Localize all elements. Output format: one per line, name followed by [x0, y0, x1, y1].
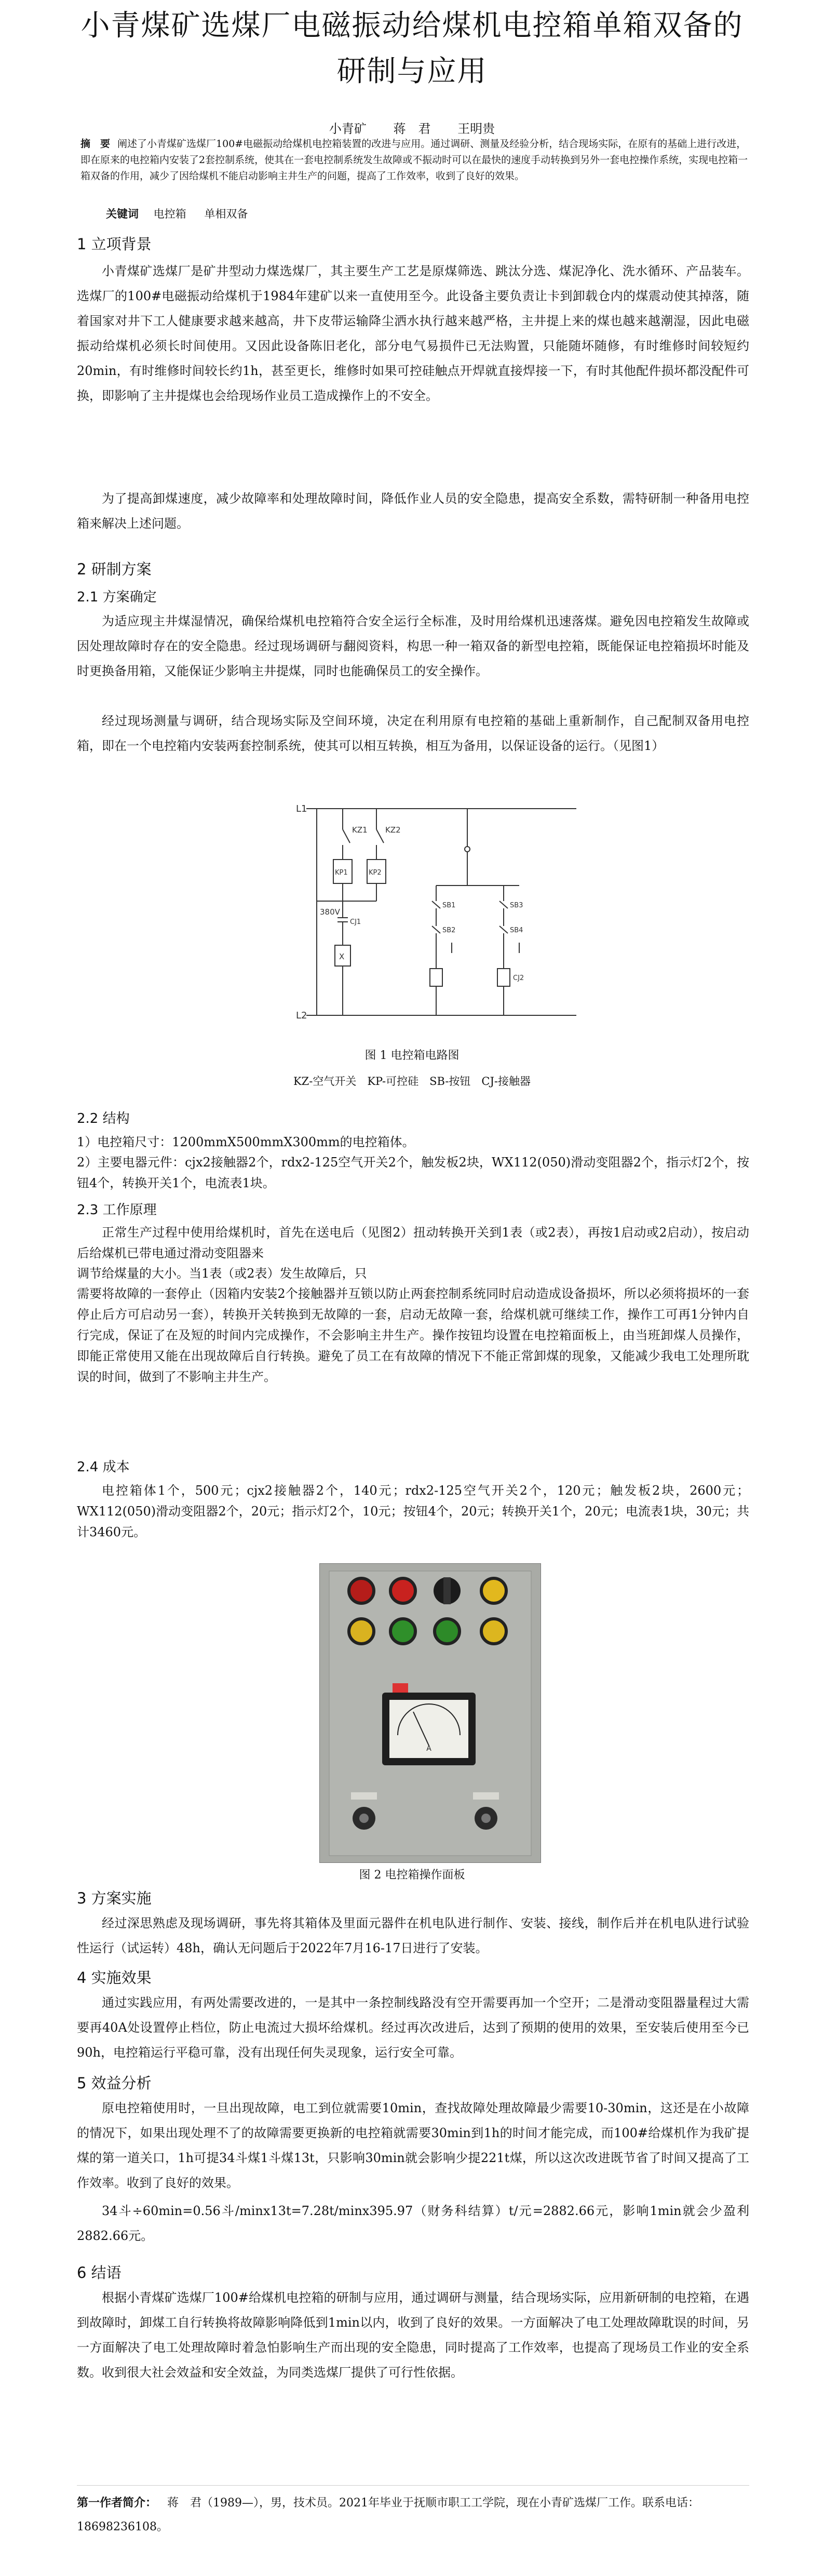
label-cj2: CJ2 — [513, 974, 524, 982]
paragraph: 经过深思熟虑及现场调研，事先将其箱体及里面元器件在机电队进行制作、安装、接线，制作后并在机电队进行试验性运行（试运转）48h，确认无问题后于2022年7月16-17日进行了安装。 — [77, 1916, 749, 1955]
paragraph: 电控箱体1个，500元；cjx2接触器2个，140元；rdx2-125空气开关2个，120元；触发板2块，2600元；WX112(050)滑动变阻器2个，20元；指示灯2个，10元；按钮4个，20元；转换开关1个，20元；电流表1块，30元；共计3460元。 — [77, 1483, 749, 1539]
subsection-heading: 2.4 成本 — [77, 1459, 130, 1475]
knob-cap — [359, 1814, 369, 1823]
knob-cap — [481, 1814, 491, 1823]
label-sb2: SB2 — [442, 927, 456, 934]
yellow-lamp — [349, 1619, 374, 1644]
ammeter-unit: A — [426, 1745, 431, 1753]
label-kz1: KZ1 — [352, 825, 368, 835]
author-bio-label: 第一作者简介： — [77, 2497, 157, 2510]
subsection-heading: 2.2 结构 — [77, 1111, 130, 1126]
paragraph: 原电控箱使用时，一旦出现故障，电工到位就需要10min，查找故障处理故障最少需要10-30min，这还是在小故障的情况下，如果出现处理不了的故障需要更换新的电控箱就需要30min到1h的时间才能完成，而100#给煤机作为我矿提煤的第一道关口，1h可提34斗煤1斗煤13t，只影响30min就会影响少提221t煤，所以这次改进既节省了时间又提高了工作效率。收到了良好的效果。 — [77, 2101, 749, 2190]
ammeter-tag — [393, 1683, 408, 1693]
knob-label — [473, 1792, 499, 1800]
knob-label — [351, 1792, 377, 1800]
label-kp2: KP2 — [369, 869, 382, 877]
label-kz2: KZ2 — [385, 825, 401, 835]
section-heading: 4 实施效果 — [77, 1969, 152, 1987]
abstract-label: 摘 要 — [80, 138, 111, 150]
label-sb3: SB3 — [510, 902, 523, 909]
list-item: 2）主要电器元件：cjx2接触器2个，rdx2-125空气开关2个，触发板2块，WX112(050)滑动变阻器2个，指示灯2个，按钮4个，转换开关1个，电流表1块。 — [77, 1155, 749, 1190]
green-button — [435, 1619, 460, 1644]
label-kp1: KP1 — [335, 869, 348, 877]
section-heading: 6 结语 — [77, 2264, 121, 2282]
paragraph: 正常生产过程中使用给煤机时，首先在送电后（见图2）扭动转换开关到1表（或2表），再按1启动或2启动），按启动后给煤机已带电通过滑动变阻器来 — [77, 1225, 749, 1260]
figure-2-caption: 图 2 电控箱操作面板 — [359, 1869, 465, 1882]
abstract — [80, 136, 750, 184]
author-name: 王明贵 — [457, 122, 495, 136]
label-sb4: SB4 — [510, 927, 523, 934]
label-l1: L1 — [296, 803, 307, 814]
keyword: 电控箱 — [153, 208, 186, 220]
footnote-divider — [77, 2485, 749, 2486]
control-panel-photo — [319, 1563, 541, 1863]
author-bio — [77, 2491, 749, 2539]
label-voltage: 380V — [320, 907, 340, 917]
switch-kz2 — [376, 829, 384, 843]
switch-kz1 — [343, 829, 350, 843]
author-affiliation: 小青矿 — [329, 122, 367, 136]
paper-title-line2: 研制与应用 — [336, 55, 488, 88]
button-sb4 — [499, 926, 508, 933]
label-load: X — [339, 952, 345, 961]
paragraph: 需要将故障的一套停止（因箱内安装2个接触器并互锁以防止两套控制系统同时启动造成设备损坏，所以必须将损坏的一套停止后方可启动另一套），转换开关转换到无故障的一套，启动无故障一套，给煤机就可继续工作，操作工可再1分钟内自行完成，保证了在及短的时间内完成操作，不会影响主井生产。操作按钮均设置在电控箱面板上，由当班卸煤人员操作，即能正常使用又能在出现故障后自行转换。避免了员工在有故障的情况下不能正常卸煤的现象，又能减少我电工处理所耽误的时间，做到了不影响主井生产。 — [77, 1286, 749, 1384]
author-name: 蒋 君 — [393, 122, 431, 136]
list-item: 1）电控箱尺寸：1200mmX500mmX300mm的电控箱体。 — [77, 1135, 415, 1149]
formula-paragraph: 34斗÷60min=0.56斗/minx13t=7.28t/minx395.97（财务科结算）t/元=2882.66元，影响1min就会少盈利2882.66元。 — [77, 2204, 749, 2243]
button-sb1 — [432, 901, 440, 908]
paragraph: 经过现场测量与调研，结合现场实际及空间环境，决定在利用原有电控箱的基础上重新制作，自己配制双备用电控箱，即在一个电控箱内安装两套控制系统，使其可以相互转换，相互为备用，以保证设备的运行。（见图1） — [77, 714, 749, 753]
label-sb1: SB1 — [442, 902, 456, 909]
button-sb3 — [499, 901, 508, 908]
figure-1-caption: 图 1 电控箱电路图 — [364, 1049, 460, 1062]
subsection-heading: 2.1 方案确定 — [77, 589, 157, 605]
coil-cj2 — [497, 969, 510, 986]
yellow-lamp — [481, 1578, 506, 1603]
paragraph: 为适应现主井煤湿情况，确保给煤机电控箱符合安全运行全标准，及时用给煤机迅速落煤。避免因电控箱发生故障或因处理故障时存在的安全隐患。经过现场调研与翻阅资料，构思一种一箱双备的新型电控箱，既能保证电控箱损坏时能及时更换备用箱，又能保证少影响主井提煤，同时也能确保员工的安全操作。 — [77, 614, 749, 678]
author-bio-text: 蒋 君（1989—），男，技术员。2021年毕业于抚顺市职工工学院，现在小青矿选煤厂工作。联系电话：18698236108。 — [77, 2497, 699, 2533]
subsection-heading: 2.3 工作原理 — [77, 1202, 157, 1218]
keywords — [106, 206, 262, 221]
paragraph: 小青煤矿选煤厂是矿井型动力煤选煤厂，其主要生产工艺是原煤筛选、跳汰分选、煤泥净化、洗水循环、产品装车。选煤厂的100#电磁振动给煤机于1984年建矿以来一直使用至今。此设备主要负责让卡到卸载仓内的煤震动使其掉落，随着国家对井下工人健康要求越来越高，井下皮带运输降尘洒水执行越来越严格，主井提上来的煤也越来越潮湿，因此电磁振动给煤机必须长时间使用。又因此设备陈旧老化，部分电气易损件已无法购置，只能随坏随修，有时维修时间较短约20min，有时维修时间较长约1h，甚至更长，维修时如果可控硅触点开焊就直接焊接一下，有时其他配件损坏都没配件可换，即影响了主井提煤也会给现场作业员工造成操作上的不安全。 — [77, 264, 749, 403]
figure-1-legend: KZ-空气开关 KP-可控硅 SB-按钮 CJ-接触器 — [293, 1075, 531, 1088]
button-sb2 — [432, 926, 440, 933]
author-list — [0, 118, 824, 137]
section-heading: 3 方案实施 — [77, 1889, 152, 1907]
node — [465, 847, 470, 852]
label-cj1: CJ1 — [350, 918, 361, 926]
green-button — [390, 1619, 415, 1644]
section-heading: 2 研制方案 — [77, 560, 152, 578]
abstract-text: 阐述了小青煤矿选煤厂100#电磁振动给煤机电控箱装置的改进与应用。通过调研、测量及经验分析，结合现场实际，在原有的基础上进行改进，即在原来的电控箱内安装了2套控制系统，使其在一套电控制系统发生故障或不振动时可以在最快的速度手动转换到另外一套电控操作系统，实现电控箱一箱双备的作用，减少了因给煤机不能启动影响主井生产的问题，提高了工作效率，收到了良好的效果。 — [80, 138, 748, 182]
paragraph-line: 调节给煤量的大小。当1表（或2表）发生故障后，只 — [77, 1266, 367, 1281]
keyword: 单相双备 — [204, 208, 248, 220]
label-l2: L2 — [296, 1010, 307, 1021]
red-button — [390, 1578, 415, 1603]
paragraph: 根据小青煤矿选煤厂100#给煤机电控箱的研制与应用，通过调研与测量，结合现场实际，应用新研制的电控箱，在遇到故障时，卸煤工自行转换将故障影响降低到1min以内，收到了良好的效果。一方面解决了电工处理故障耽误的时间，另一方面解决了电工处理故障时着急怕影响生产而出现的安全隐患，同时提高了工作效率，也提高了现场员工作业的安全系数。收到很大社会效益和安全效益，为同类选煤厂提供了可行性依据。 — [77, 2290, 749, 2380]
selector-switch-handle — [443, 1577, 451, 1604]
yellow-lamp — [481, 1619, 506, 1644]
section-heading: 1 立项背景 — [77, 235, 152, 253]
red-button — [349, 1578, 374, 1603]
circuit-diagram — [296, 797, 582, 1036]
section-heading: 5 效益分析 — [77, 2074, 152, 2092]
keywords-label: 关键词 — [106, 207, 139, 220]
panel-drawing — [320, 1564, 541, 1862]
paragraph: 通过实践应用，有两处需要改进的，一是其中一条控制线路没有空开需要再加一个空开；二是滑动变阻器量程过大需要再40A处设置停止档位，防止电流过大损坏给煤机。经过再次改进后，达到了预期的使用的效果，至安装后使用至今已90h，电控箱运行平稳可靠，没有出现任何失灵现象，运行安全可靠。 — [77, 1995, 749, 2060]
paragraph: 为了提高卸煤速度，减少故障率和处理故障时间，降低作业人员的安全隐患，提高安全系数，需特研制一种备用电控箱来解决上述问题。 — [77, 491, 749, 531]
coil-cj1 — [430, 969, 442, 986]
paper-title-line1: 小青煤矿选煤厂电磁振动给煤机电控箱单箱双备的 — [80, 9, 744, 43]
